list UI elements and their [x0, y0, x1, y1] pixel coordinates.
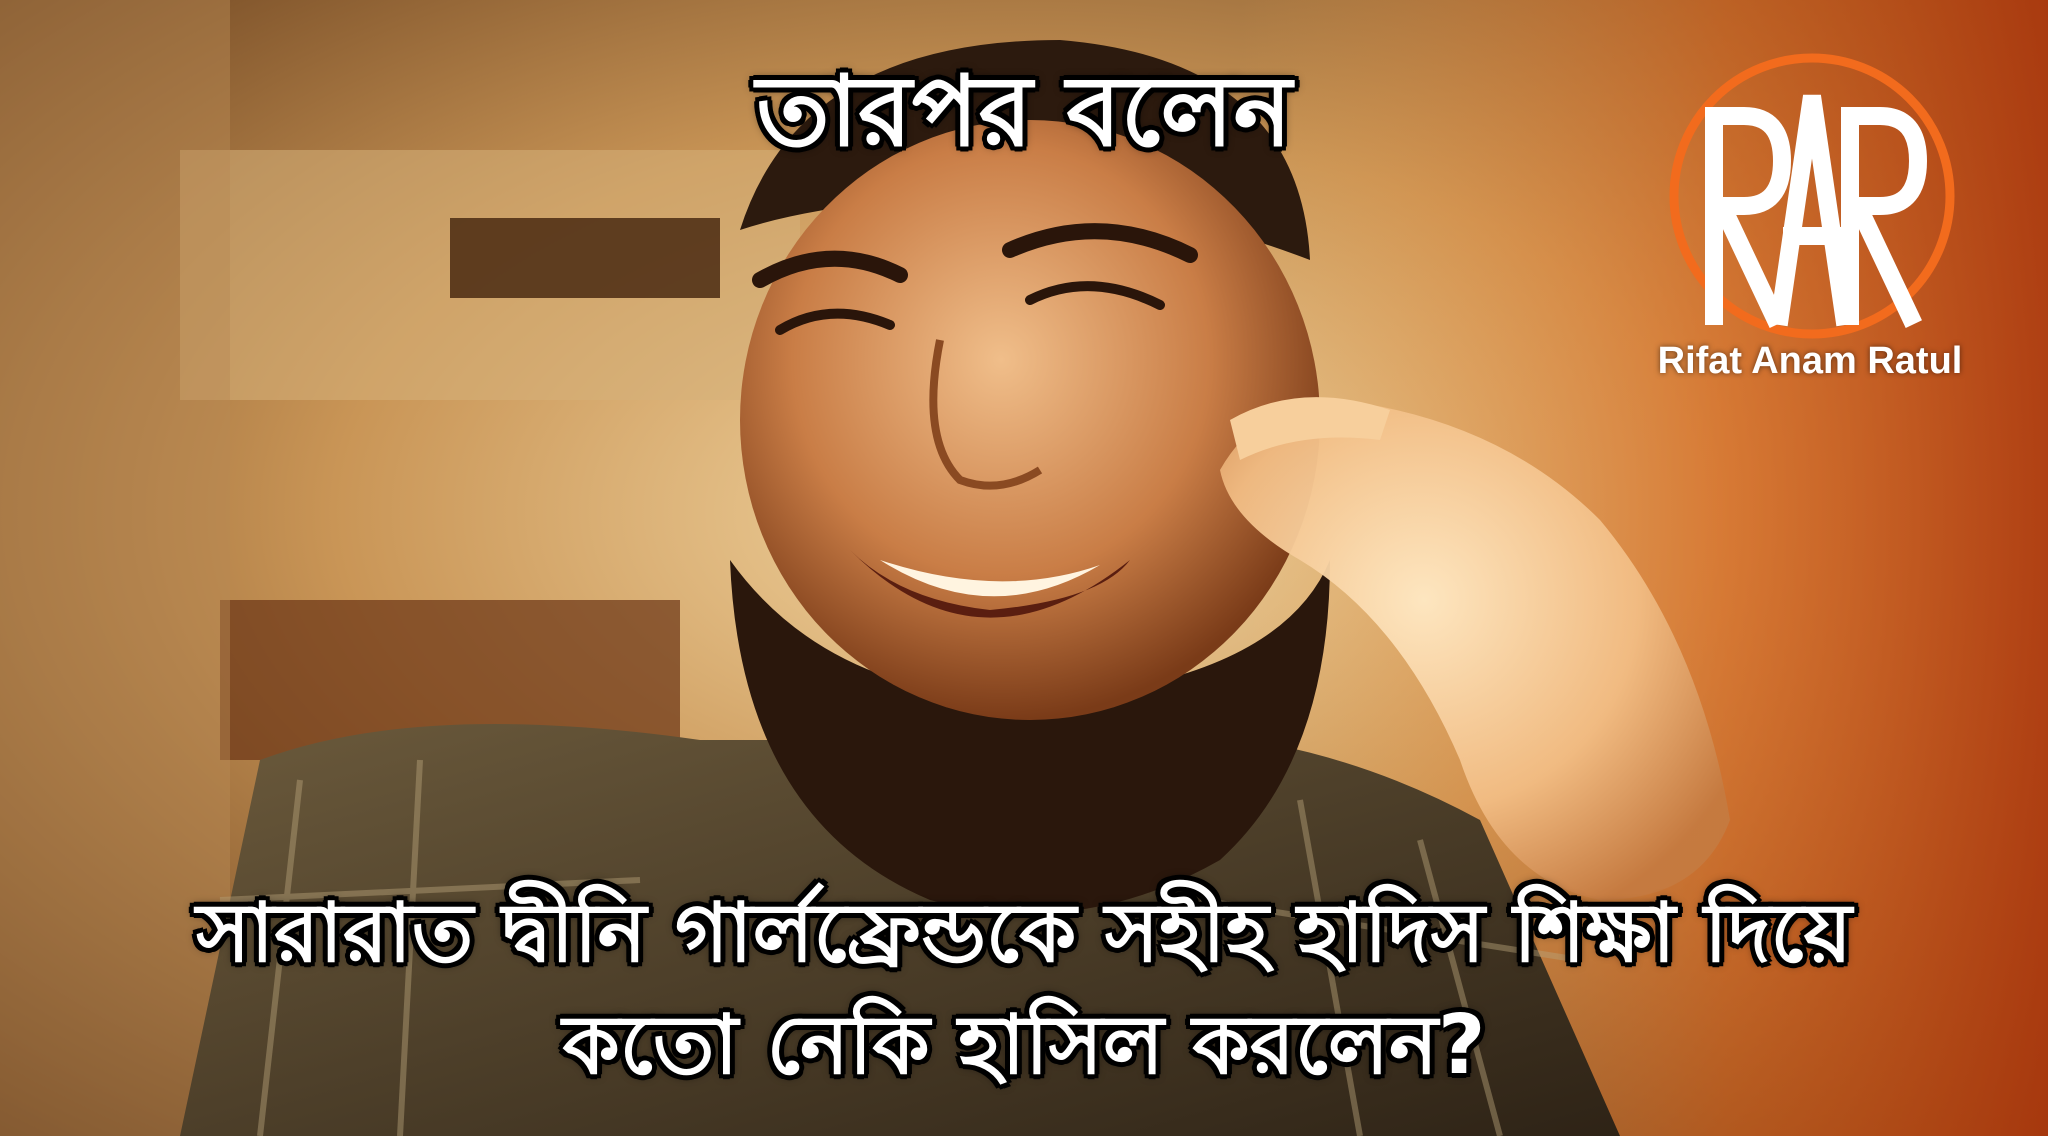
logo-letter-a [1780, 96, 1844, 316]
bottom-caption [0, 878, 2048, 1102]
bottom-caption-line-2: কতো নেকি হাসিল করলেন? [562, 998, 1486, 1093]
bottom-caption-line-1: সারারাত দ্বীনি গার্লফ্রেন্ডকে সহীহ হাদিস শিক্ষা দিয়ে [196, 886, 1852, 981]
logo-letter-r-right [1850, 116, 1918, 316]
wall-vent [450, 218, 720, 298]
brand-name: Rifat Anam Ratul [1657, 340, 1963, 382]
rar-logo [1662, 46, 1962, 346]
logo-letter-r-left [1714, 116, 1782, 316]
top-caption: তারপর বলেন [756, 55, 1292, 169]
